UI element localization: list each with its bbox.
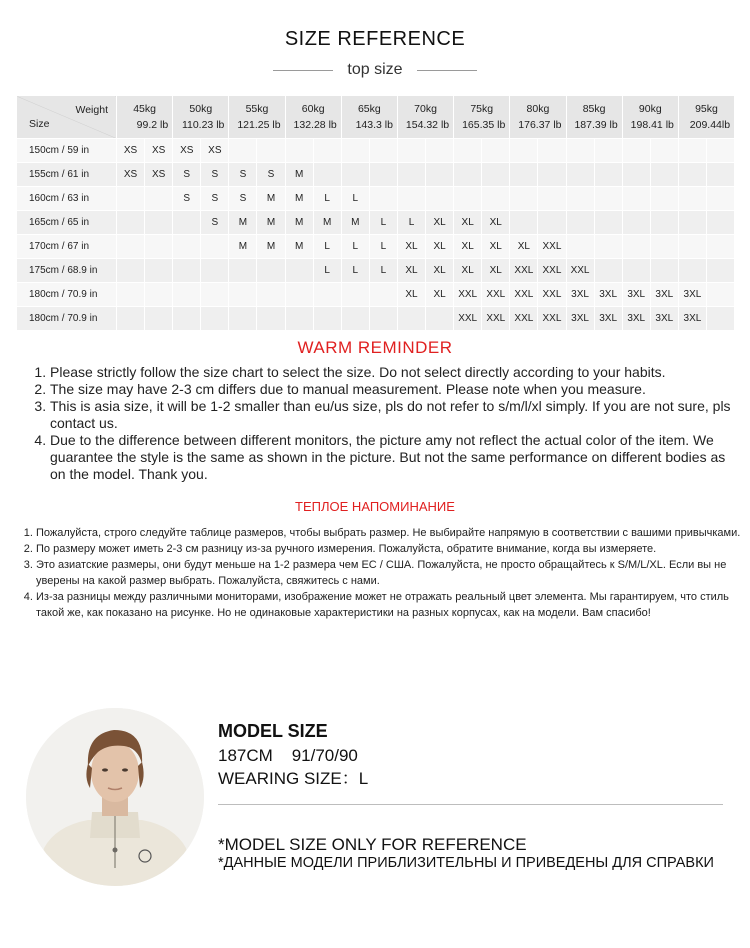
size-cell [678, 139, 706, 163]
size-cell [622, 211, 650, 235]
size-cell [145, 259, 173, 283]
table-row [17, 187, 735, 211]
weight-header-cell [229, 96, 285, 139]
height-label: 170cm / 67 in [17, 235, 117, 259]
size-cell: L [369, 211, 397, 235]
size-cell: M [257, 211, 285, 235]
size-cell: S [201, 163, 229, 187]
size-cell: S [201, 211, 229, 235]
list-item: 4. Из-за разницы между различными мониторами, изображение может не отражать реальный цвет элемента. Мы гарантируем, что стиль такой же, как показано на рисунке. Но не одинаковые характеристики на разных корпусах, как на модели. Вам спасибо! [36, 589, 746, 621]
size-cell [706, 307, 734, 331]
model-photo [26, 708, 204, 886]
size-cell: S [229, 163, 257, 187]
height-label: 180cm / 70.9 in [17, 307, 117, 331]
size-cell [510, 163, 538, 187]
size-cell [229, 307, 257, 331]
size-cell [285, 283, 313, 307]
size-cell [397, 163, 425, 187]
size-cell [173, 211, 201, 235]
size-cell: XL [454, 211, 482, 235]
size-cell [706, 283, 734, 307]
size-cell [678, 163, 706, 187]
subtitle-row [0, 60, 750, 80]
weight-header-cell [678, 96, 734, 139]
size-cell [538, 211, 566, 235]
size-cell: XL [426, 211, 454, 235]
weight-lb: 187.39 lb [574, 119, 618, 131]
size-cell: S [229, 187, 257, 211]
list-item: 3. Это азиатские размеры, они будут меньше на 1-2 размера чем ЕС / США. Пожалуйста, не просто обращайтесь к S/M/L/XL. Если вы не уверены на какой размер выбрать. Пожалуйста, свяжитесь с нами. [36, 557, 746, 589]
weight-header-cell [285, 96, 341, 139]
weight-lb: 209.44lb [689, 119, 731, 131]
model-size-title: MODEL SIZE [218, 721, 328, 741]
size-cell [369, 187, 397, 211]
size-cell [622, 235, 650, 259]
height-label: 175cm / 68.9 in [17, 259, 117, 283]
size-cell [257, 307, 285, 331]
size-cell [229, 139, 257, 163]
table-header-row [17, 96, 735, 139]
size-cell [566, 235, 594, 259]
size-cell [257, 283, 285, 307]
size-cell [117, 211, 145, 235]
warm-reminder-list [30, 364, 740, 483]
weight-header-cell [117, 96, 173, 139]
size-cell [369, 139, 397, 163]
size-cell: XL [482, 211, 510, 235]
size-cell [454, 163, 482, 187]
size-cell: XL [397, 235, 425, 259]
size-cell [706, 163, 734, 187]
list-item: 2. По размеру может иметь 2-3 см разницу из-за ручного измерения. Пожалуйста, обратите внимание, когда вы измеряете. [36, 541, 746, 557]
table-row [17, 283, 735, 307]
size-cell: S [173, 187, 201, 211]
size-cell: L [341, 235, 369, 259]
size-cell: M [257, 187, 285, 211]
size-cell [201, 259, 229, 283]
table-row [17, 259, 735, 283]
size-cell [369, 283, 397, 307]
size-cell [482, 139, 510, 163]
size-cell [173, 283, 201, 307]
size-cell [117, 235, 145, 259]
size-cell: XL [454, 259, 482, 283]
size-cell: XXL [482, 283, 510, 307]
size-cell [538, 139, 566, 163]
size-cell [594, 139, 622, 163]
size-cell [510, 211, 538, 235]
table-row [17, 211, 735, 235]
size-cell: XS [117, 139, 145, 163]
size-cell [510, 187, 538, 211]
size-cell [594, 211, 622, 235]
weight-kg: 55kg [245, 103, 269, 115]
size-cell [706, 139, 734, 163]
weight-header-cell [397, 96, 453, 139]
size-cell: M [229, 211, 257, 235]
size-chart-table [16, 95, 735, 331]
size-cell: L [341, 259, 369, 283]
size-cell [145, 211, 173, 235]
size-cell [594, 235, 622, 259]
size-cell: XS [201, 139, 229, 163]
size-cell [229, 283, 257, 307]
size-cell: L [369, 235, 397, 259]
weight-kg: 45kg [133, 103, 156, 115]
size-cell [482, 187, 510, 211]
weight-lb: 176.37 lb [518, 119, 562, 131]
size-cell [145, 283, 173, 307]
weight-kg: 80kg [526, 103, 550, 115]
size-label: Size [29, 118, 50, 130]
size-cell: XXL [566, 259, 594, 283]
size-cell [173, 307, 201, 331]
size-cell [341, 163, 369, 187]
size-cell: XXL [454, 307, 482, 331]
size-cell [285, 307, 313, 331]
weight-header-cell [510, 96, 566, 139]
model-note-ru: *ДАННЫЕ МОДЕЛИ ПРИБЛИЗИТЕЛЬНЫ И ПРИВЕДЕНЫ ДЛЯ СПРАВКИ [218, 855, 714, 871]
size-cell: 3XL [650, 307, 678, 331]
size-cell [650, 187, 678, 211]
warm-reminder-ru-title: ТЕПЛОЕ НАПОМИНАНИЕ [295, 499, 455, 514]
size-cell: XXL [454, 283, 482, 307]
size-cell: XXL [538, 283, 566, 307]
size-cell [341, 283, 369, 307]
size-cell: L [313, 235, 341, 259]
size-cell [313, 139, 341, 163]
size-cell [538, 163, 566, 187]
size-cell [678, 187, 706, 211]
table-row [17, 235, 735, 259]
weight-lb: 121.25 lb [237, 119, 281, 131]
weight-lb: 154.32 lb [405, 119, 450, 131]
size-cell [650, 235, 678, 259]
size-cell [426, 139, 454, 163]
size-cell [622, 259, 650, 283]
warm-reminder-ru-list [20, 525, 746, 621]
model-illustration [26, 708, 204, 886]
size-cell [313, 283, 341, 307]
size-cell: XL [482, 259, 510, 283]
weight-header-cell [566, 96, 622, 139]
size-cell: S [173, 163, 201, 187]
height-label: 165cm / 65 in [17, 211, 117, 235]
size-cell: 3XL [678, 307, 706, 331]
subtitle: top size [347, 61, 403, 78]
model-divider [218, 804, 723, 805]
list-item: 2. The size may have 2-3 cm differs due to manual measurement. Please note when you measure. [50, 381, 740, 398]
weight-header-cell [173, 96, 229, 139]
size-cell [650, 211, 678, 235]
size-cell [173, 259, 201, 283]
size-cell: 3XL [594, 283, 622, 307]
weight-lb: 110.23 lb [181, 119, 225, 131]
size-cell: XXL [482, 307, 510, 331]
table-corner-cell [17, 96, 117, 139]
weight-kg: 65kg [357, 103, 381, 115]
size-cell [201, 235, 229, 259]
size-cell: XXL [510, 259, 538, 283]
size-cell [173, 235, 201, 259]
size-cell: XS [117, 163, 145, 187]
size-cell [454, 187, 482, 211]
size-cell: XXL [510, 307, 538, 331]
size-cell [706, 259, 734, 283]
size-cell [538, 187, 566, 211]
weight-lb: 198.41 lb [630, 119, 674, 131]
weight-kg: 85kg [582, 103, 606, 115]
list-item: 1. Please strictly follow the size chart to select the size. Do not select directly according to your habits. [50, 364, 740, 381]
height-label: 180cm / 70.9 in [17, 283, 117, 307]
size-cell [117, 187, 145, 211]
size-cell [285, 259, 313, 283]
size-cell [201, 283, 229, 307]
size-cell [622, 187, 650, 211]
weight-header-cell [622, 96, 678, 139]
size-cell: XS [145, 139, 173, 163]
size-cell [426, 187, 454, 211]
size-cell [566, 139, 594, 163]
list-item: 4. Due to the difference between different monitors, the picture amy not reflect the actual color of the item. We guarantee the style is the same as shown in the picture. But not the same performance on different bodies as on the model. Thank you. [50, 432, 740, 483]
size-cell [426, 163, 454, 187]
weight-label: Weight [75, 104, 108, 116]
size-cell [706, 235, 734, 259]
size-cell: XL [454, 235, 482, 259]
size-cell [622, 139, 650, 163]
size-cell [426, 307, 454, 331]
size-cell: XXL [538, 259, 566, 283]
weight-kg: 90kg [638, 103, 662, 115]
size-cell [145, 235, 173, 259]
table-row [17, 139, 735, 163]
weight-header-cell [454, 96, 510, 139]
size-cell: XL [426, 235, 454, 259]
size-cell [201, 307, 229, 331]
size-cell [285, 139, 313, 163]
model-wearing-size: WEARING SIZE：L [218, 769, 369, 788]
size-cell: 3XL [622, 307, 650, 331]
size-cell [257, 139, 285, 163]
weight-kg: 60kg [301, 103, 325, 115]
size-cell: S [257, 163, 285, 187]
size-cell [678, 259, 706, 283]
size-cell [678, 211, 706, 235]
divider-line-right [417, 70, 477, 71]
weight-header-cell [341, 96, 397, 139]
size-cell [650, 139, 678, 163]
size-cell [622, 163, 650, 187]
size-cell [454, 139, 482, 163]
size-cell [650, 259, 678, 283]
size-cell: M [313, 211, 341, 235]
size-cell [313, 307, 341, 331]
size-cell [117, 307, 145, 331]
page-title: SIZE REFERENCE [284, 28, 466, 50]
size-cell [117, 283, 145, 307]
height-label: 155cm / 61 in [17, 163, 117, 187]
weight-kg: 95kg [695, 103, 718, 115]
height-label: 160cm / 63 in [17, 187, 117, 211]
size-cell [482, 163, 510, 187]
size-cell: L [397, 211, 425, 235]
size-cell [313, 163, 341, 187]
weight-lb: 143.3 lb [355, 119, 393, 131]
size-cell: L [313, 259, 341, 283]
model-note-en: *MODEL SIZE ONLY FOR REFERENCE [218, 835, 527, 854]
weight-kg: 75kg [470, 103, 494, 115]
weight-lb: 99.2 lb [136, 119, 169, 131]
divider-line-left [273, 70, 333, 71]
weight-lb: 165.35 lb [462, 119, 506, 131]
size-cell: M [257, 235, 285, 259]
height-label: 150cm / 59 in [17, 139, 117, 163]
model-measurements: 187CM 91/70/90 [218, 746, 358, 765]
size-cell: 3XL [566, 283, 594, 307]
weight-kg: 50kg [189, 103, 213, 115]
size-cell: XL [482, 235, 510, 259]
size-cell [566, 163, 594, 187]
size-cell: XXL [510, 283, 538, 307]
size-cell [594, 163, 622, 187]
size-cell [678, 235, 706, 259]
size-cell [397, 139, 425, 163]
size-cell: M [229, 235, 257, 259]
size-cell [397, 307, 425, 331]
size-cell [650, 163, 678, 187]
size-cell [594, 187, 622, 211]
size-cell [706, 187, 734, 211]
size-cell: S [201, 187, 229, 211]
size-cell: L [313, 187, 341, 211]
size-cell: XL [426, 259, 454, 283]
size-cell: M [285, 235, 313, 259]
size-cell: M [285, 211, 313, 235]
table-row [17, 307, 735, 331]
warm-reminder-title: WARM REMINDER [297, 338, 453, 357]
size-cell: M [341, 211, 369, 235]
size-cell: XS [173, 139, 201, 163]
size-cell: XL [510, 235, 538, 259]
size-cell [369, 163, 397, 187]
size-cell [510, 139, 538, 163]
size-cell [257, 259, 285, 283]
size-cell [341, 307, 369, 331]
weight-lb: 132.28 lb [293, 119, 337, 131]
size-cell: 3XL [650, 283, 678, 307]
size-cell [229, 259, 257, 283]
size-cell [145, 187, 173, 211]
size-cell: 3XL [566, 307, 594, 331]
size-cell [145, 307, 173, 331]
size-cell: M [285, 163, 313, 187]
list-item: 1. Пожалуйста, строго следуйте таблице размеров, чтобы выбрать размер. Не выбирайте напрямую в соответствии с вашими привычками. [36, 525, 746, 541]
size-cell: XS [145, 163, 173, 187]
table-row [17, 163, 735, 187]
size-cell: M [285, 187, 313, 211]
size-cell: 3XL [594, 307, 622, 331]
size-cell: XL [397, 259, 425, 283]
size-cell: 3XL [622, 283, 650, 307]
size-cell [566, 211, 594, 235]
weight-kg: 70kg [414, 103, 437, 115]
size-cell: XL [397, 283, 425, 307]
size-cell [397, 187, 425, 211]
size-cell: XXL [538, 235, 566, 259]
size-cell: 3XL [678, 283, 706, 307]
size-cell: L [341, 187, 369, 211]
size-cell [594, 259, 622, 283]
size-cell [566, 187, 594, 211]
size-cell: XL [426, 283, 454, 307]
size-cell [341, 139, 369, 163]
size-cell [369, 307, 397, 331]
size-cell [117, 259, 145, 283]
size-cell: XXL [538, 307, 566, 331]
list-item: 3. This is asia size, it will be 1-2 smaller than eu/us size, pls do not refer to s/m/l/xl simply. If you are not sure, pls contact us. [50, 398, 740, 432]
size-cell [706, 211, 734, 235]
size-cell: L [369, 259, 397, 283]
